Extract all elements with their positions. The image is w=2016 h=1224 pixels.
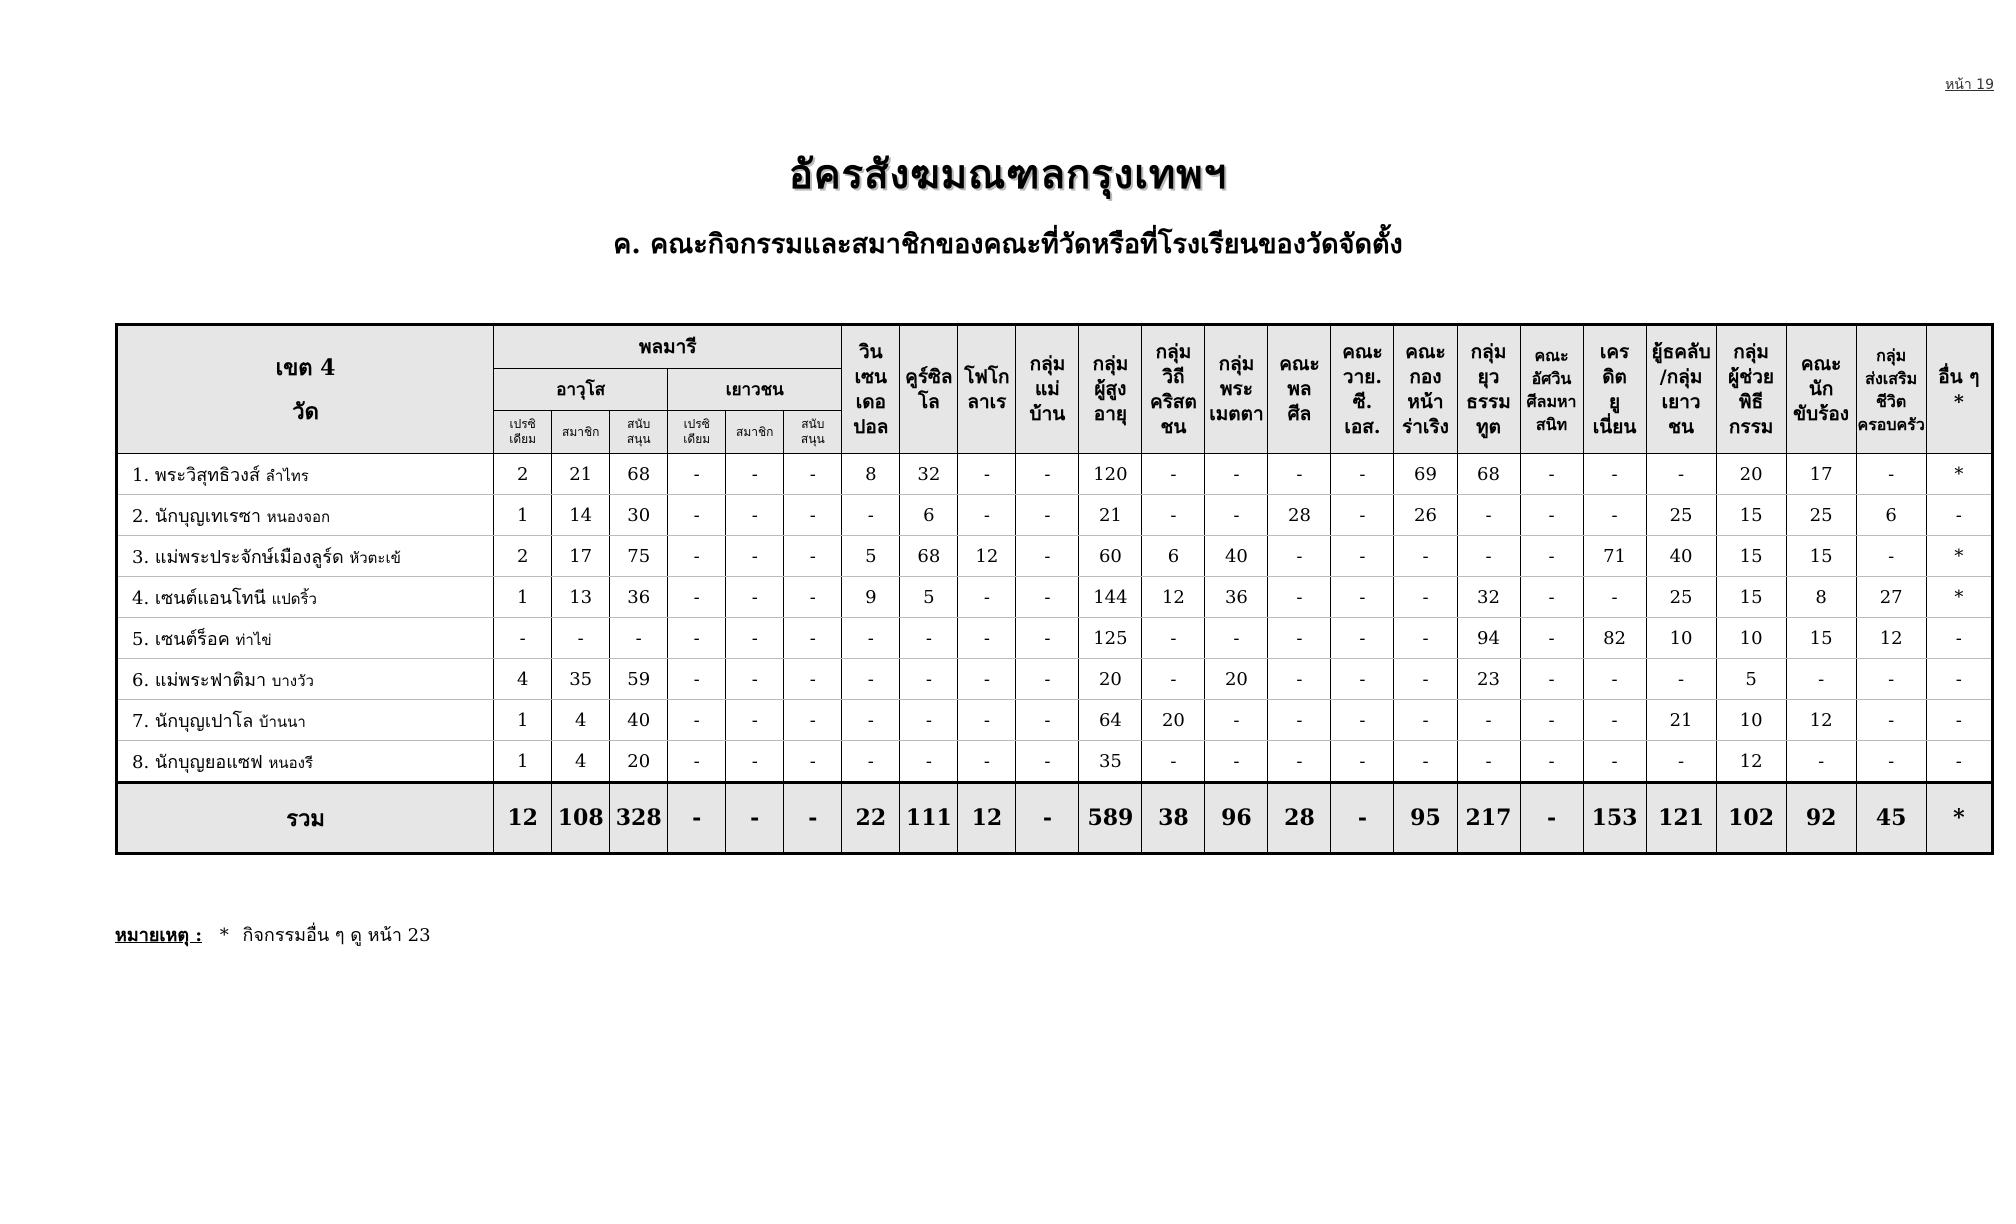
table-cell: - <box>1926 700 1992 741</box>
table-cell: - <box>1016 741 1079 783</box>
table-cell: - <box>668 700 726 741</box>
total-cell: 92 <box>1786 783 1856 854</box>
table-cell: - <box>1457 741 1520 783</box>
total-cell: 102 <box>1716 783 1786 854</box>
table-cell: 40 <box>610 700 668 741</box>
legion-subheader: เปรซิ เดียม <box>668 411 726 454</box>
table-cell: 4 <box>552 700 610 741</box>
table-cell: 12 <box>1856 618 1926 659</box>
table-cell: 59 <box>610 659 668 700</box>
table-cell: 28 <box>1268 495 1331 536</box>
church-label: วัด <box>292 398 319 425</box>
church-location: แปดริ้ว <box>271 589 317 608</box>
church-name-cell <box>117 700 494 741</box>
table-cell: - <box>1016 577 1079 618</box>
total-cell: - <box>1520 783 1583 854</box>
church-location: หัวตะเข้ <box>349 548 401 567</box>
table-cell: - <box>958 454 1016 495</box>
church-name: 7. นักบุญเปาโล <box>132 710 254 732</box>
legion-subheader: สมาชิก <box>726 411 784 454</box>
table-cell: 14 <box>552 495 610 536</box>
table-cell: 13 <box>552 577 610 618</box>
table-cell: - <box>842 659 900 700</box>
table-cell: - <box>1856 741 1926 783</box>
table-cell: - <box>784 700 842 741</box>
column-header: คูร์ซิล โล <box>900 325 958 454</box>
table-cell: 12 <box>1786 700 1856 741</box>
table-row <box>117 536 1993 577</box>
table-cell: - <box>668 618 726 659</box>
column-header: โฟโก ลาเร <box>958 325 1016 454</box>
table-cell: - <box>1926 618 1992 659</box>
table-cell: - <box>1583 741 1646 783</box>
table-cell: 1 <box>494 741 552 783</box>
table-cell: 12 <box>1716 741 1786 783</box>
table-cell: 75 <box>610 536 668 577</box>
table-cell: - <box>1646 659 1716 700</box>
table-cell: 20 <box>1716 454 1786 495</box>
table-cell: 1 <box>494 700 552 741</box>
page-subtitle: ค. คณะกิจกรรมและสมาชิกของคณะที่วัดหรือที่โรงเรียนของวัดจัดตั้ง <box>613 229 1403 260</box>
total-cell: 38 <box>1142 783 1205 854</box>
table-cell: 20 <box>1205 659 1268 700</box>
table-cell: - <box>958 618 1016 659</box>
table-row <box>117 700 1993 741</box>
table-cell: 8 <box>842 454 900 495</box>
table-cell: 15 <box>1786 536 1856 577</box>
church-location: หนองจอก <box>266 507 331 526</box>
table-cell: 20 <box>610 741 668 783</box>
table-cell: - <box>900 618 958 659</box>
table-cell: 32 <box>900 454 958 495</box>
table-cell: - <box>1926 659 1992 700</box>
table-cell: 60 <box>1079 536 1142 577</box>
total-cell: 111 <box>900 783 958 854</box>
table-cell: 20 <box>1079 659 1142 700</box>
column-header: กลุ่ม แม่ บ้าน <box>1016 325 1079 454</box>
column-header: คณะ นัก ขับร้อง <box>1786 325 1856 454</box>
table-cell: - <box>1268 700 1331 741</box>
table-cell: - <box>668 741 726 783</box>
table-cell: - <box>1331 741 1394 783</box>
table-cell: - <box>1394 618 1457 659</box>
table-cell: - <box>1142 454 1205 495</box>
church-name-cell <box>117 454 494 495</box>
table-cell: 15 <box>1716 577 1786 618</box>
table-cell: - <box>1394 577 1457 618</box>
church-name: 1. พระวิสุทธิวงส์ <box>132 464 260 486</box>
table-cell: 15 <box>1716 495 1786 536</box>
table-cell: 36 <box>1205 577 1268 618</box>
table-cell: - <box>1926 495 1992 536</box>
footnote-text: กิจกรรมอื่น ๆ ดู หน้า 23 <box>242 925 431 946</box>
table-cell: - <box>1394 536 1457 577</box>
table-cell: - <box>1520 577 1583 618</box>
table-cell: - <box>1268 454 1331 495</box>
table-cell: - <box>1520 700 1583 741</box>
total-cell: - <box>784 783 842 854</box>
table-cell: - <box>900 741 958 783</box>
table-cell: - <box>1394 741 1457 783</box>
table-cell: 40 <box>1646 536 1716 577</box>
table-cell: - <box>784 454 842 495</box>
table-cell: 5 <box>1716 659 1786 700</box>
table-cell: 21 <box>552 454 610 495</box>
church-location: บางวัว <box>271 671 314 690</box>
table-cell: 6 <box>900 495 958 536</box>
table-cell: - <box>1016 659 1079 700</box>
page-number: หน้า 19 <box>1945 77 1994 93</box>
table-cell: - <box>958 495 1016 536</box>
table-cell: 12 <box>958 536 1016 577</box>
table-cell: 15 <box>1716 536 1786 577</box>
table-cell: 32 <box>1457 577 1520 618</box>
column-header: ยู้ธคลับ /กลุ่ม เยาว ชน <box>1646 325 1716 454</box>
table-cell: - <box>1520 536 1583 577</box>
table-cell: - <box>1457 700 1520 741</box>
table-cell: 5 <box>842 536 900 577</box>
table-cell: 21 <box>1646 700 1716 741</box>
total-cell: 589 <box>1079 783 1142 854</box>
total-cell: 22 <box>842 783 900 854</box>
table-cell: - <box>552 618 610 659</box>
total-cell: 121 <box>1646 783 1716 854</box>
church-location: ลำไทร <box>265 466 309 485</box>
table-cell: - <box>1646 741 1716 783</box>
table-cell: - <box>668 454 726 495</box>
table-cell: - <box>726 495 784 536</box>
table-cell: 1 <box>494 577 552 618</box>
total-label: รวม <box>117 783 494 854</box>
table-cell: 69 <box>1394 454 1457 495</box>
legion-subheader: สมาชิก <box>552 411 610 454</box>
table-cell: 82 <box>1583 618 1646 659</box>
table-cell: - <box>1016 536 1079 577</box>
column-header: กลุ่ม พระ เมตตา <box>1205 325 1268 454</box>
table-cell: 30 <box>610 495 668 536</box>
total-cell: 45 <box>1856 783 1926 854</box>
table-cell: - <box>900 659 958 700</box>
church-name: 8. นักบุญยอแซฟ <box>132 751 263 773</box>
table-cell: - <box>842 700 900 741</box>
table-cell: - <box>726 577 784 618</box>
church-name: 4. เซนต์แอนโทนี <box>132 587 266 609</box>
table-cell: - <box>1331 618 1394 659</box>
table-cell: 71 <box>1583 536 1646 577</box>
table-cell: - <box>1205 618 1268 659</box>
table-cell: 35 <box>1079 741 1142 783</box>
table-body <box>117 454 1993 783</box>
table-cell: - <box>1583 577 1646 618</box>
table-cell: - <box>1016 700 1079 741</box>
table-cell: - <box>1786 659 1856 700</box>
table-cell: * <box>1926 536 1992 577</box>
table-cell: - <box>1856 454 1926 495</box>
table-cell: - <box>1457 536 1520 577</box>
footnote-label: หมายเหตุ : <box>115 925 203 946</box>
table-cell: - <box>1583 659 1646 700</box>
column-header: กลุ่ม ยุว ธรรม ทูต <box>1457 325 1520 454</box>
zone-church-header <box>117 325 494 454</box>
total-cell: 12 <box>958 783 1016 854</box>
table-cell: - <box>726 700 784 741</box>
table-cell: 25 <box>1786 495 1856 536</box>
table-cell: 26 <box>1394 495 1457 536</box>
total-cell: 108 <box>552 783 610 854</box>
table-cell: - <box>842 741 900 783</box>
table-cell: - <box>1520 495 1583 536</box>
table-cell: - <box>668 577 726 618</box>
table-cell: - <box>610 618 668 659</box>
column-header: กลุ่ม วิถี คริสต ชน <box>1142 325 1205 454</box>
table-cell: - <box>1331 536 1394 577</box>
table-cell: 36 <box>610 577 668 618</box>
table-cell: - <box>1268 741 1331 783</box>
church-name-cell <box>117 659 494 700</box>
church-location: ท่าไข่ <box>235 630 272 649</box>
table-cell: - <box>958 741 1016 783</box>
table-row <box>117 495 1993 536</box>
table-cell: - <box>1583 454 1646 495</box>
table-cell: 2 <box>494 536 552 577</box>
table-cell: 8 <box>1786 577 1856 618</box>
table-cell: - <box>1520 659 1583 700</box>
legion-subheader: สนับ สนุน <box>610 411 668 454</box>
table-cell: 5 <box>900 577 958 618</box>
total-cell: 96 <box>1205 783 1268 854</box>
table-cell: - <box>784 741 842 783</box>
table-cell: 125 <box>1079 618 1142 659</box>
column-header: คณะ พล ศีล <box>1268 325 1331 454</box>
table-cell: 1 <box>494 495 552 536</box>
table-cell: 9 <box>842 577 900 618</box>
table-cell: * <box>1926 454 1992 495</box>
table-cell: - <box>668 659 726 700</box>
total-row <box>117 783 1993 854</box>
table-cell: - <box>1205 454 1268 495</box>
table-cell: 27 <box>1856 577 1926 618</box>
church-name-cell <box>117 495 494 536</box>
church-name-cell <box>117 741 494 783</box>
table-cell: 12 <box>1142 577 1205 618</box>
total-cell: * <box>1926 783 1992 854</box>
zone-label: เขต 4 <box>275 354 336 381</box>
total-cell: 12 <box>494 783 552 854</box>
table-cell: - <box>1856 536 1926 577</box>
table-cell: 35 <box>552 659 610 700</box>
total-cell: 95 <box>1394 783 1457 854</box>
table-cell: - <box>1856 659 1926 700</box>
table-cell: 68 <box>900 536 958 577</box>
table-row <box>117 618 1993 659</box>
column-header: คณะ วาย. ซี. เอส. <box>1331 325 1394 454</box>
church-location: หนองรี <box>268 753 314 772</box>
legion-header: พลมารี <box>494 325 842 369</box>
table-cell: - <box>1268 659 1331 700</box>
total-cell: - <box>726 783 784 854</box>
table-cell: - <box>958 577 1016 618</box>
table-cell: 144 <box>1079 577 1142 618</box>
table-cell: 10 <box>1716 618 1786 659</box>
table-cell: 17 <box>552 536 610 577</box>
table-cell: - <box>1205 495 1268 536</box>
table-row <box>117 454 1993 495</box>
table-cell: - <box>726 741 784 783</box>
legion-subheader: สนับ สนุน <box>784 411 842 454</box>
table-cell: - <box>1646 454 1716 495</box>
table-cell: - <box>1926 741 1992 783</box>
table-cell: - <box>1142 618 1205 659</box>
table-cell: - <box>1856 700 1926 741</box>
column-header: วิน เซน เดอ ปอล <box>842 325 900 454</box>
column-header: คณะ กอง หน้า ร่าเริง <box>1394 325 1457 454</box>
page-title: อัครสังฆมณฑลกรุงเทพฯ <box>788 151 1228 198</box>
church-name: 5. เซนต์ร็อค <box>132 628 230 650</box>
table-cell: 21 <box>1079 495 1142 536</box>
table-cell: - <box>1394 700 1457 741</box>
table-cell: 23 <box>1457 659 1520 700</box>
footnote <box>115 920 431 949</box>
column-header: กลุ่ม ผู้ช่วย พิธี กรรม <box>1716 325 1786 454</box>
church-name: 2. นักบุญเทเรซา <box>132 505 262 527</box>
table-cell: - <box>1268 618 1331 659</box>
table-cell: - <box>1331 454 1394 495</box>
table-cell: 68 <box>610 454 668 495</box>
table-cell: - <box>1205 700 1268 741</box>
total-cell: - <box>1016 783 1079 854</box>
table-cell: - <box>1142 495 1205 536</box>
table-cell: - <box>668 495 726 536</box>
table-cell: - <box>1331 577 1394 618</box>
table-cell: 4 <box>494 659 552 700</box>
table-cell: 10 <box>1716 700 1786 741</box>
table-cell: 6 <box>1856 495 1926 536</box>
table-cell: - <box>726 659 784 700</box>
table-cell: - <box>1520 618 1583 659</box>
table-cell: - <box>1520 454 1583 495</box>
table-cell: - <box>1142 741 1205 783</box>
table-cell: - <box>1520 741 1583 783</box>
table-cell: - <box>900 700 958 741</box>
table-cell: - <box>958 659 1016 700</box>
table-cell: - <box>1331 700 1394 741</box>
table-cell: - <box>1268 536 1331 577</box>
table-cell: 6 <box>1142 536 1205 577</box>
table-cell: - <box>1268 577 1331 618</box>
table-cell: - <box>1583 700 1646 741</box>
table-cell: - <box>958 700 1016 741</box>
table-cell: - <box>726 618 784 659</box>
church-name-cell <box>117 577 494 618</box>
table-cell: - <box>668 536 726 577</box>
table-cell: - <box>1457 495 1520 536</box>
table-cell: - <box>1016 454 1079 495</box>
table-cell: - <box>1142 659 1205 700</box>
table-row <box>117 659 1993 700</box>
column-header: กลุ่ม ผู้สูง อายุ <box>1079 325 1142 454</box>
table-cell: - <box>726 536 784 577</box>
table-cell: - <box>784 577 842 618</box>
table-cell: 64 <box>1079 700 1142 741</box>
activity-table-container <box>115 323 1994 855</box>
table-cell: 10 <box>1646 618 1716 659</box>
table-cell: - <box>1016 495 1079 536</box>
footnote-symbol: * <box>219 925 229 946</box>
table-cell: 20 <box>1142 700 1205 741</box>
total-cell: - <box>1331 783 1394 854</box>
table-cell: - <box>1394 659 1457 700</box>
total-cell: 328 <box>610 783 668 854</box>
church-name: 3. แม่พระประจักษ์เมืองลูร์ด <box>132 546 344 568</box>
activity-table <box>115 323 1994 855</box>
table-cell: * <box>1926 577 1992 618</box>
column-header: อื่น ๆ * <box>1926 325 1992 454</box>
table-cell: - <box>784 618 842 659</box>
church-location: บ้านนา <box>258 712 306 731</box>
table-cell: - <box>1331 495 1394 536</box>
column-header: เคร ดิต ยู เนี่ยน <box>1583 325 1646 454</box>
column-header: กลุ่ม ส่งเสริม ชีวิต ครอบครัว <box>1856 325 1926 454</box>
church-name-cell <box>117 618 494 659</box>
table-cell: 2 <box>494 454 552 495</box>
table-cell: 25 <box>1646 495 1716 536</box>
column-header: คณะ อัศวิน ศีลมหา สนิท <box>1520 325 1583 454</box>
table-cell: 4 <box>552 741 610 783</box>
table-cell: - <box>1786 741 1856 783</box>
table-cell: - <box>784 495 842 536</box>
table-cell: - <box>1583 495 1646 536</box>
table-row <box>117 741 1993 783</box>
adult-header: อาวุโส <box>494 369 668 411</box>
table-row <box>117 577 1993 618</box>
table-cell: - <box>842 495 900 536</box>
table-cell: - <box>1016 618 1079 659</box>
total-cell: - <box>668 783 726 854</box>
table-cell: 17 <box>1786 454 1856 495</box>
table-cell: - <box>1205 741 1268 783</box>
table-cell: - <box>842 618 900 659</box>
table-cell: 25 <box>1646 577 1716 618</box>
table-cell: - <box>726 454 784 495</box>
church-name: 6. แม่พระฟาติมา <box>132 669 267 691</box>
youth-header: เยาวชน <box>668 369 842 411</box>
table-cell: - <box>784 536 842 577</box>
table-cell: 94 <box>1457 618 1520 659</box>
table-cell: - <box>1331 659 1394 700</box>
table-cell: 68 <box>1457 454 1520 495</box>
table-cell: 120 <box>1079 454 1142 495</box>
church-name-cell <box>117 536 494 577</box>
total-cell: 153 <box>1583 783 1646 854</box>
total-cell: 28 <box>1268 783 1331 854</box>
table-cell: 40 <box>1205 536 1268 577</box>
table-cell: - <box>494 618 552 659</box>
table-cell: - <box>784 659 842 700</box>
table-cell: 15 <box>1786 618 1856 659</box>
total-cell: 217 <box>1457 783 1520 854</box>
legion-subheader: เปรซิ เดียม <box>494 411 552 454</box>
